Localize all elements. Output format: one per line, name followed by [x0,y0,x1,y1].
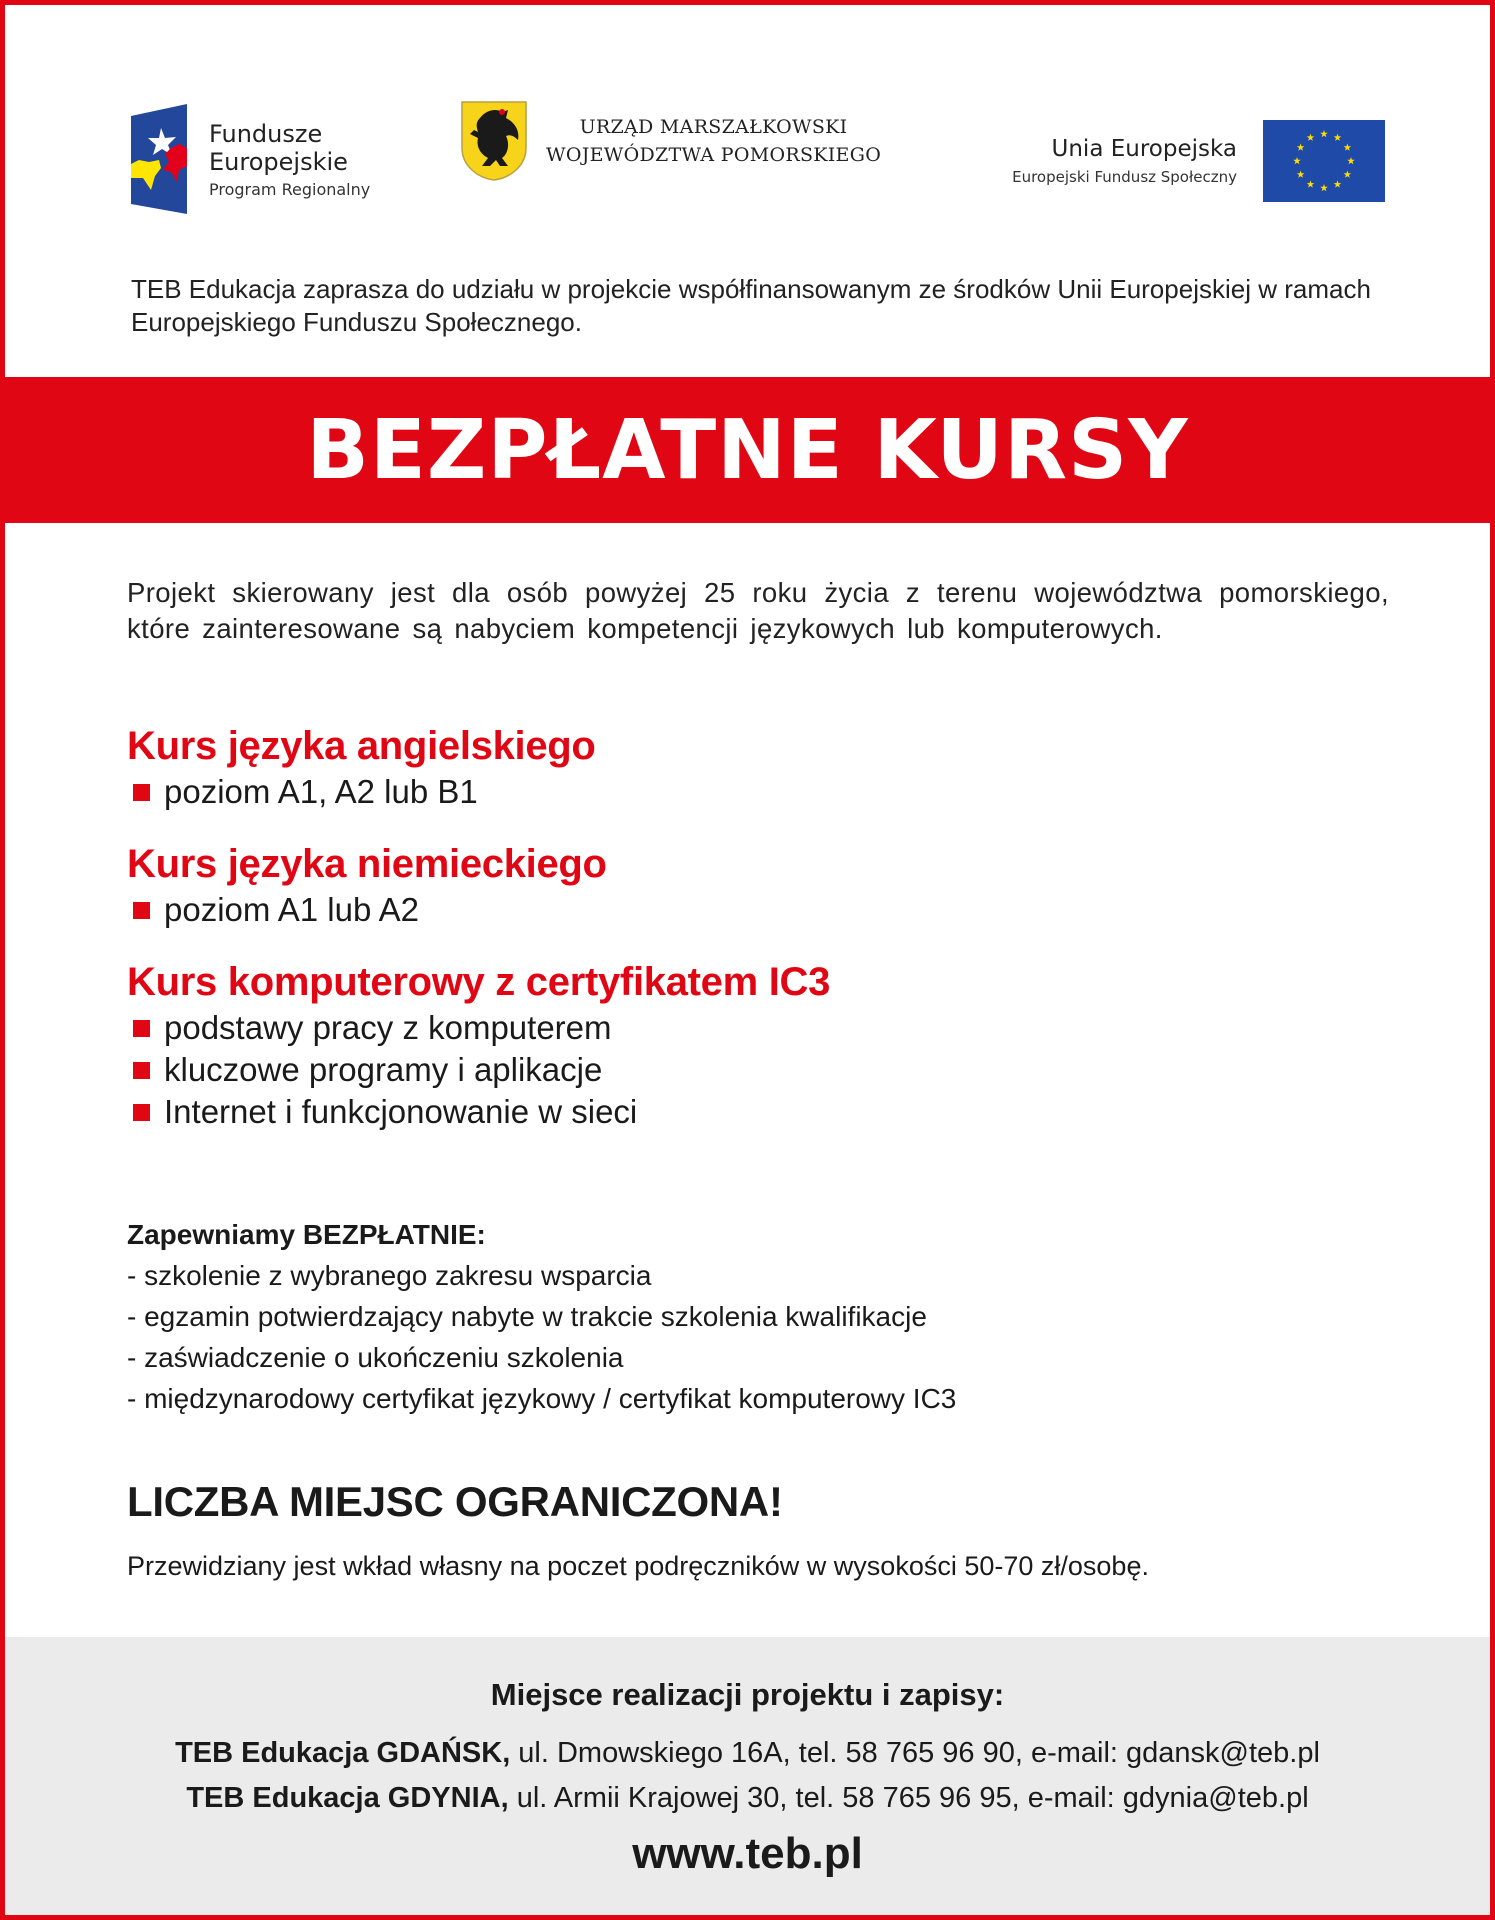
course-title: Kurs języka niemieckiego [127,842,607,886]
course-item-text: kluczowe programy i aplikacje [164,1051,603,1088]
benefits-title: Zapewniamy BEZPŁATNIE: [127,1219,486,1250]
pomorskie-griffin-crest-icon [460,100,528,182]
eu-flag-icon [1263,120,1385,202]
unia-europejska-logo [1012,120,1385,202]
location-gdansk [5,1737,1490,1770]
benefit-item: - zaświadczenie o ukończeniu szkolenia [127,1342,624,1373]
course-computer [127,957,1387,1133]
footer [5,1637,1490,1915]
square-bullet-icon [133,902,150,919]
course-english [127,721,1387,813]
square-bullet-icon [133,1020,150,1037]
ue-subtitle: Europejski Fundusz Społeczny [1012,168,1237,186]
project-description: Projekt skierowany jest dla osób powyżej 25 roku życia z terenu województwa pomorskiego, które zainteresowane są nabyciem kompetencji językowych lub komputerowych. [127,577,1389,644]
benefit-item: - egzamin potwierdzający nabyte w trakcie szkolenia kwalifikacje [127,1301,927,1332]
course-item [127,1091,1387,1133]
location-name: TEB Edukacja GDAŃSK, [175,1737,511,1769]
course-item [127,1049,1387,1091]
benefits-section [127,1215,1387,1419]
course-item-text: poziom A1, A2 lub B1 [164,773,478,810]
benefit-item: - szkolenie z wybranego zakresu wsparcia [127,1260,652,1291]
footer-title: Miejsce realizacji projektu i zapisy: [490,1677,1005,1712]
banner [5,377,1490,523]
location-name: TEB Edukacja GDYNIA, [186,1782,509,1814]
location-gdynia [5,1782,1490,1815]
limited-places-heading: LICZBA MIEJSC OGRANICZONA! [127,1478,783,1525]
course-item-text: poziom A1 lub A2 [164,891,420,928]
ue-title: Unia Europejska [1051,136,1237,162]
urzad-marszalkowski-logo [460,100,881,182]
website-link[interactable]: www.teb.pl [632,1829,863,1878]
location-details[interactable]: ul. Dmowskiego 16A, tel. 58 765 96 90, e-mail: gdansk@teb.pl [510,1737,1320,1769]
banner-title: BEZPŁATNE KURSY [306,402,1189,498]
course-item-text: podstawy pracy z komputerem [164,1009,612,1046]
fundusze-subtitle: Program Regionalny [209,180,371,199]
fundusze-title-line1: Fundusze [209,120,323,148]
square-bullet-icon [133,784,150,801]
urzad-line1: URZĄD MARSZAŁKOWSKI [579,116,848,138]
square-bullet-icon [133,1062,150,1079]
square-bullet-icon [133,1104,150,1121]
course-item [127,1007,1387,1049]
urzad-line2: WOJEWÓDZTWA POMORSKIEGO [546,144,882,166]
fundusze-title-line2: Europejskie [209,148,348,176]
intro-text: TEB Edukacja zaprasza do udziału w projekcie współfinansowanym ze środków Unii Europejskiej w ramach Europejskiego Funduszu Społecznego. [131,274,1371,337]
contribution-note: Przewidziany jest wkład własny na poczet podręczników w wysokości 50-70 zł/osobę. [127,1551,1149,1581]
course-item-text: Internet i funkcjonowanie w sieci [164,1093,638,1130]
location-details[interactable]: ul. Armii Krajowej 30, tel. 58 765 96 95, e-mail: gdynia@teb.pl [508,1782,1309,1814]
fundusze-europejskie-star-flag-icon [131,104,187,214]
benefit-item: - międzynarodowy certyfikat językowy / certyfikat komputerowy IC3 [127,1383,957,1414]
course-item [127,889,1387,931]
course-item [127,771,1387,813]
courses-list [127,721,1387,1159]
course-german [127,839,1387,931]
logos-row [125,100,1385,220]
course-title: Kurs komputerowy z certyfikatem IC3 [127,960,831,1004]
course-title: Kurs języka angielskiego [127,724,596,768]
fundusze-europejskie-logo [131,104,370,214]
